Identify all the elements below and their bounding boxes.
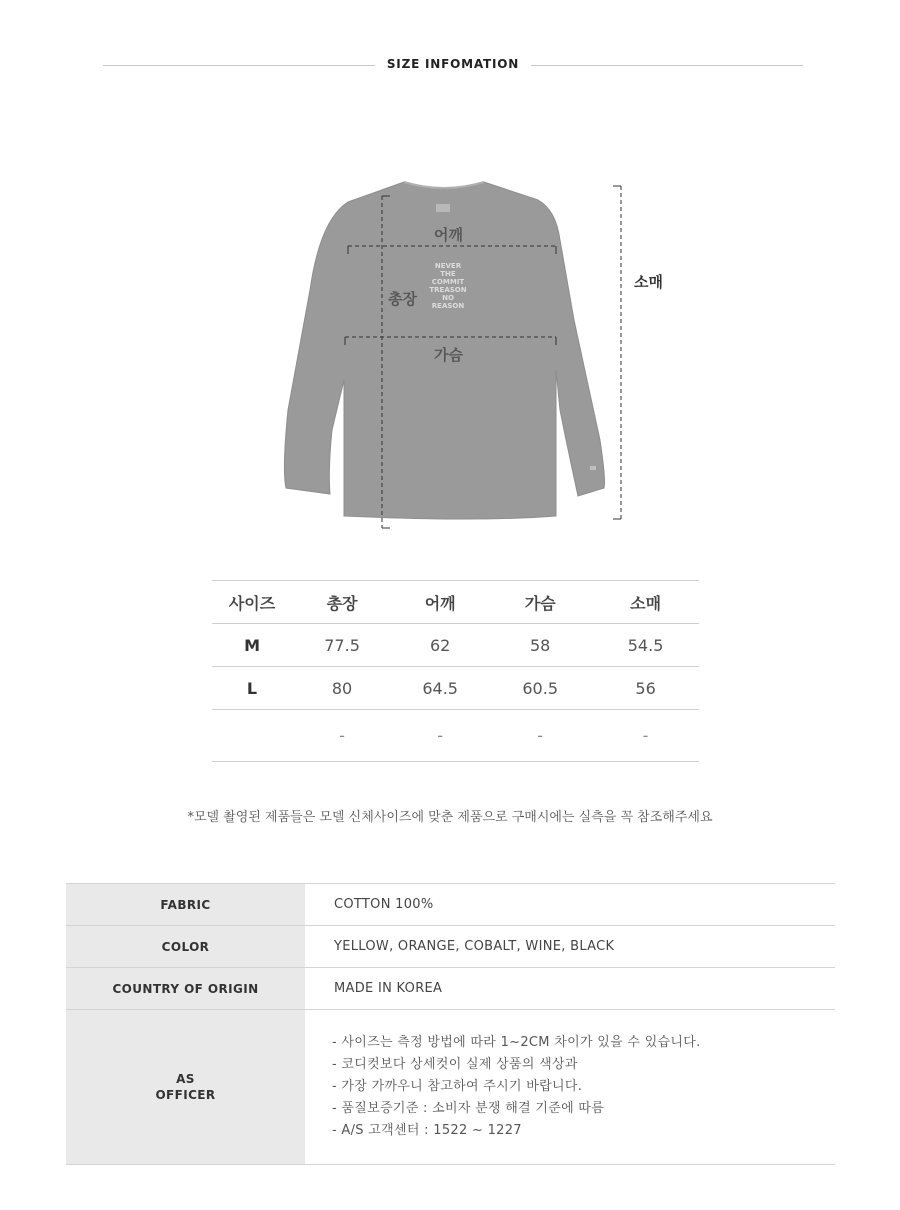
tshirt-illustration	[270, 170, 670, 540]
list-item: - 코디컷보다 상세컷이 실제 상품의 색상과	[332, 1057, 578, 1072]
origin-value: MADE IN KOREA	[305, 968, 835, 1010]
length-cell: -	[292, 710, 392, 762]
list-item: - A/S 고객센터 : 1522 ~ 1227	[332, 1123, 522, 1138]
sleeve-label: 소매	[634, 273, 663, 291]
as-officer-label	[66, 1010, 305, 1165]
info-row-as	[66, 1010, 835, 1165]
size-cell: M	[212, 624, 292, 667]
size-col-header: 사이즈	[212, 581, 292, 624]
origin-label: COUNTRY OF ORIGIN	[66, 968, 305, 1010]
fabric-value: COTTON 100%	[305, 884, 835, 926]
measurement-notice: *모델 촬영된 제품들은 모델 신체사이즈에 맞춘 제품으로 구매시에는 실측을 꼭 참조해주세요	[187, 810, 713, 825]
neck-tag-icon	[436, 204, 450, 212]
chest-cell: -	[488, 710, 592, 762]
header-divider-right	[531, 65, 803, 66]
table-row	[212, 667, 699, 710]
length-cell: 80	[292, 667, 392, 710]
product-info-table	[66, 883, 835, 1165]
chest-col-header: 가슴	[488, 581, 592, 624]
sleeve-cell: 56	[592, 667, 699, 710]
info-row-color	[66, 926, 835, 968]
list-item: - 사이즈는 측정 방법에 따라 1~2CM 차이가 있을 수 있습니다.	[332, 1035, 701, 1050]
length-col-header: 총장	[292, 581, 392, 624]
shoulder-cell: 64.5	[392, 667, 488, 710]
color-label: COLOR	[66, 926, 305, 968]
cuff-logo-icon	[590, 466, 596, 470]
length-cell: 77.5	[292, 624, 392, 667]
as-label-line-2: OFFICER	[155, 1088, 216, 1102]
table-row	[212, 624, 699, 667]
sleeve-cell: 54.5	[592, 624, 699, 667]
shoulder-cell: -	[392, 710, 488, 762]
size-table	[212, 580, 699, 762]
shirt-print-text: NEVER THE COMMIT TREASON NO REASON	[429, 262, 467, 310]
length-label: 총장	[388, 290, 417, 308]
list-item: - 품질보증기준 : 소비자 분쟁 해결 기준에 따름	[332, 1101, 605, 1116]
color-value: YELLOW, ORANGE, COBALT, WINE, BLACK	[305, 926, 835, 968]
table-row	[212, 710, 699, 762]
chest-label: 가슴	[434, 346, 463, 364]
sleeve-cell: -	[592, 710, 699, 762]
as-notes-list	[332, 1032, 834, 1142]
shoulder-cell: 62	[392, 624, 488, 667]
shoulder-label: 어깨	[434, 226, 463, 244]
section-header	[103, 55, 803, 77]
shoulder-col-header: 어깨	[392, 581, 488, 624]
list-item: - 가장 가까우니 참고하여 주시기 바랍니다.	[332, 1079, 583, 1094]
chest-cell: 58	[488, 624, 592, 667]
fabric-label: FABRIC	[66, 884, 305, 926]
as-officer-value	[305, 1010, 835, 1165]
sleeve-col-header: 소매	[592, 581, 699, 624]
size-cell	[212, 710, 292, 762]
section-title: SIZE INFOMATION	[386, 57, 520, 71]
size-table-header-row	[212, 581, 699, 624]
chest-cell: 60.5	[488, 667, 592, 710]
garment-diagram	[270, 170, 670, 540]
as-label-line-1: AS	[176, 1072, 195, 1086]
size-cell: L	[212, 667, 292, 710]
info-row-fabric	[66, 884, 835, 926]
info-row-origin	[66, 968, 835, 1010]
